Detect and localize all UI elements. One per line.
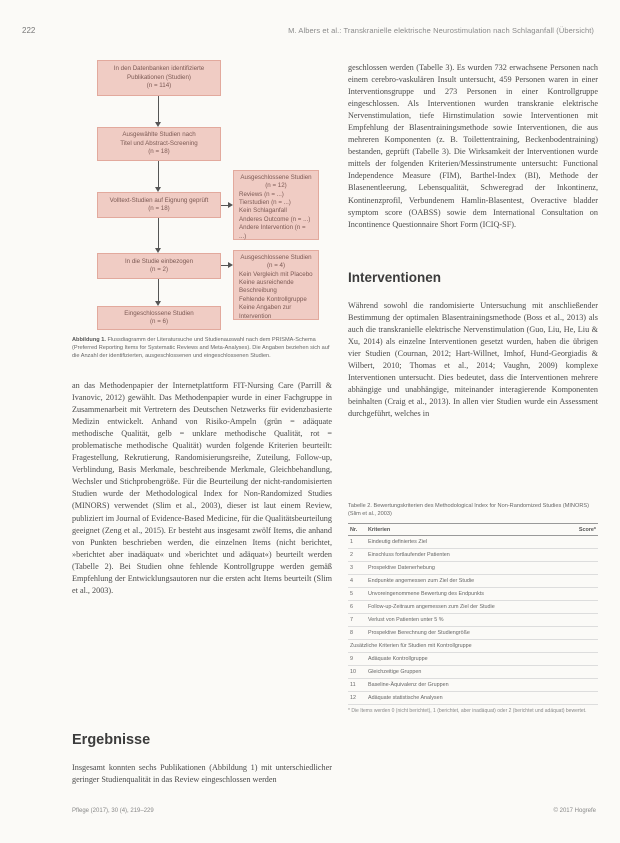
minors-table xyxy=(348,523,598,714)
flow-box-screened: Ausgewählte Studien nach Titel und Abstract-Screening (n = 18) xyxy=(97,127,221,161)
table-row: 7 Verlust von Patienten unter 5 % xyxy=(348,614,598,627)
table-caption: Tabelle 2. Bewertungskriterien des Methodological Index for Non-Randomized Studies (MINORS) (Slim et al., 2003) xyxy=(348,503,589,517)
flow-box-fulltext: Volltext-Studien auf Eignung geprüft (n = 18) xyxy=(97,192,221,218)
table-row: 3 Prospektive Datenerhebung xyxy=(348,562,598,575)
table-row: 10 Gleichzeitige Gruppen xyxy=(348,666,598,679)
footer-citation: Pflege (2017), 30 (4), 219–229 xyxy=(72,808,154,814)
flow-box-included-first: In die Studie einbezogen (n = 2) xyxy=(97,253,221,279)
figure-caption: Abbildung 1. Flussdiagramm der Literatursuche und Studienauswahl nach dem PRISMA-Schema (Preferred Reporting Items for Systematic Reviews and Meta-Analyses). Die Angaben beziehen sich auf die Anzahl der identifizierten, ausgeschlossenen und eingeschlossenen Studien. xyxy=(72,337,330,360)
excluded-reasons-list-2: Kein Vergleich mit Placebo Keine ausreichende Beschreibung Fehlende Kontrollgruppe Keine Angaben zur Intervention xyxy=(239,270,313,320)
table-row: 5 Unvoreingenommene Bewertung des Endpunkts xyxy=(348,588,598,601)
table-footnote: * Die Items werden 0 (nicht berichtet), 1 (berichtet, aber inadäquat) oder 2 (berichtet und adäquat) bewertet. xyxy=(348,708,587,714)
results-paragraph: geschlossen werden (Tabelle 3). Es wurden 732 erwachsene Personen nach einem cerebro-vaskulären Insult untersucht, 459 Personen waren in einer Interventionsgruppe und 273 Personen in einer Kontrollgruppe eingeschlossen. Als Interventionen wurden transkranie elektrische Nervenstimulation, tiefe Hirnstimulation sowie Interventionen mit Empfehlung der Blasentrainingsmethode sowie Interventionen, die aus mehreren Komponenten (z. B. Toilettentraining, Beckenbodentraining) bestanden, geprüft (Tabelle 3). Die Wirksamkeit der Interventionen wurde mittels der folgenden Kriterien/Messinstrumente untersucht: Functional Independence Measure (FIM), Barthel-Index (BI), Methode der Blasenentleerung, Lebensqualität, Schweregrad der Inkontinenz, Kontinenzprofil, Verbundenem Hamlin-Blasentest, Overactive bladder symptom score (OABSS) sowie dem International Consultation on Incontinence Questionnaire Short Form (ICIQ-SF). xyxy=(348,63,598,229)
running-title: M. Albers et al.: Transkranielle elektrische Neurostimulation nach Schlaganfall (Übersicht) xyxy=(288,26,594,35)
flow-box-excluded-2: Ausgeschlossene Studien (n = 4) Kein Vergleich mit Placebo Keine ausreichende Beschreibung Fehlende Kontrollgruppe Keine Angaben zur Intervention xyxy=(233,250,319,320)
section-heading-interventionen: Interventionen xyxy=(348,270,442,285)
flow-box-identified: In den Datenbanken identifizierte Publikationen (Studien) (n = 114) xyxy=(97,60,221,96)
table-row: 9 Adäquate Kontrollgruppe xyxy=(348,653,598,666)
interventionen-paragraph: Während sowohl die randomisierte Untersuchung mit anschließender Bestimmung der optimalen Blasentrainingsmethode (Boss et al., 2013) als auch die transkranielle elektrische Nervenstimulation (Guo, Liu, He, Liu & Xu, 2014) als einzelne Interventionen gesetzt wurden, haben die übrigen vier Studien (Cournan, 2012; Hart-Willnet, Imhof, Hund-Georgiadis & Wilbert, 2010; Thomas et al., 2014; Vaughn, 2009) komplexe Interventionen untersucht. Dies bedeutet, dass die Interventionen mehrere abhängige und unabhängige, miteinander interagierende Komponenten beinhalten (Craig et al., 2013). In allen vier Studien wurde ein Assessment durchgeführt, welches in xyxy=(348,301,598,419)
table-row: 1 Eindeutig definiertes Ziel xyxy=(348,536,598,549)
excluded-reasons-list-1: Reviews (n = ...) Tierstudien (n = ...) Kein Schlaganfall Anderes Outcome (n = ...) Andere Intervention (n = ...) xyxy=(239,190,311,240)
methods-paragraph: an das Methodenpapier der Internetplattform FIT-Nursing Care (Parrill & Ivanovic, 2012) gewählt. Das Methodenpapier wurde in einer Fachgruppe in Zusammenarbeit mit Vertretern des Deutschen Netzwerks für evidenzbasierte Medizin entwickelt. Anhand von Risiko-Ampeln (grün = adäquate methodische Qualität, gelb = unklare methodische Qualität, rot = problematische methodische Qualität) wurden folgende Kriterien beurteilt: Fragestellung, Rekrutierung, Randomisierungsreihe, Zuteilung, Follow-up, Verblindung, Basis Merkmale, beschreibende Merkmale, Gleichbehandlung, Wechsler und Stichprobengröße. Für die Beurteilung der nicht-randomisierten Studien wurde der Methodological Index for Non-Randomized Studies (MINORS) verwendet (Slim et al., 2003), dieser ist laut einem Review, publiziert im Journal of Evidence-Based Medicine, für die Qualitätsbeurteilung geeignet (Zeng et al., 2015). Er besteht aus insgesamt zwölf Items, die anhand von Punkten beschrieben werden, die einzelnen Items (nicht berichtet, »berichtet aber inadäquat« und »berichtet und adäquat«) beurteilt werden (Tabelle 2). Bei Studien ohne fehlende Kontrollgruppe werden gemäß Empfehlung der Entwicklungsautoren nur die ersten acht Items beurteilt (Slim et al., 2003). xyxy=(72,381,332,595)
table-row: 6 Follow-up-Zeitraum angemessen zum Ziel der Studie xyxy=(348,601,598,614)
table-row: 12 Adäquate statistische Analysen xyxy=(348,692,598,705)
footer-copyright: © 2017 Hogrefe xyxy=(553,808,596,814)
table-subheader: Zusätzliche Kriterien für Studien mit Kontrollgruppe xyxy=(348,640,598,653)
ergebnisse-paragraph: Insgesamt konnten sechs Publikationen (Abbildung 1) mit unterschiedlicher geringer Studienqualität in das Review eingeschlossen werden xyxy=(72,763,332,785)
flow-box-excluded-1: Ausgeschlossene Studien (n = 12) Reviews (n = ...) Tierstudien (n = ...) Kein Schlaganfall Anderes Outcome (n = ...) Andere Intervention (n = ...) xyxy=(233,170,319,240)
table-header-row: Nr. Kriterien Score* xyxy=(348,523,598,536)
page-number: 222 xyxy=(22,26,36,35)
section-heading-ergebnisse: Ergebnisse xyxy=(72,732,151,748)
table-row: 2 Einschluss fortlaufender Patienten xyxy=(348,549,598,562)
table-row: 8 Prospektive Berechnung der Studiengröße xyxy=(348,627,598,640)
flow-box-included-final: Eingeschlossene Studien (n = 6) xyxy=(97,306,221,330)
table-row: 4 Endpunkte angemessen zum Ziel der Studie xyxy=(348,575,598,588)
table-row: 11 Baseline-Äquivalenz der Gruppen xyxy=(348,679,598,692)
